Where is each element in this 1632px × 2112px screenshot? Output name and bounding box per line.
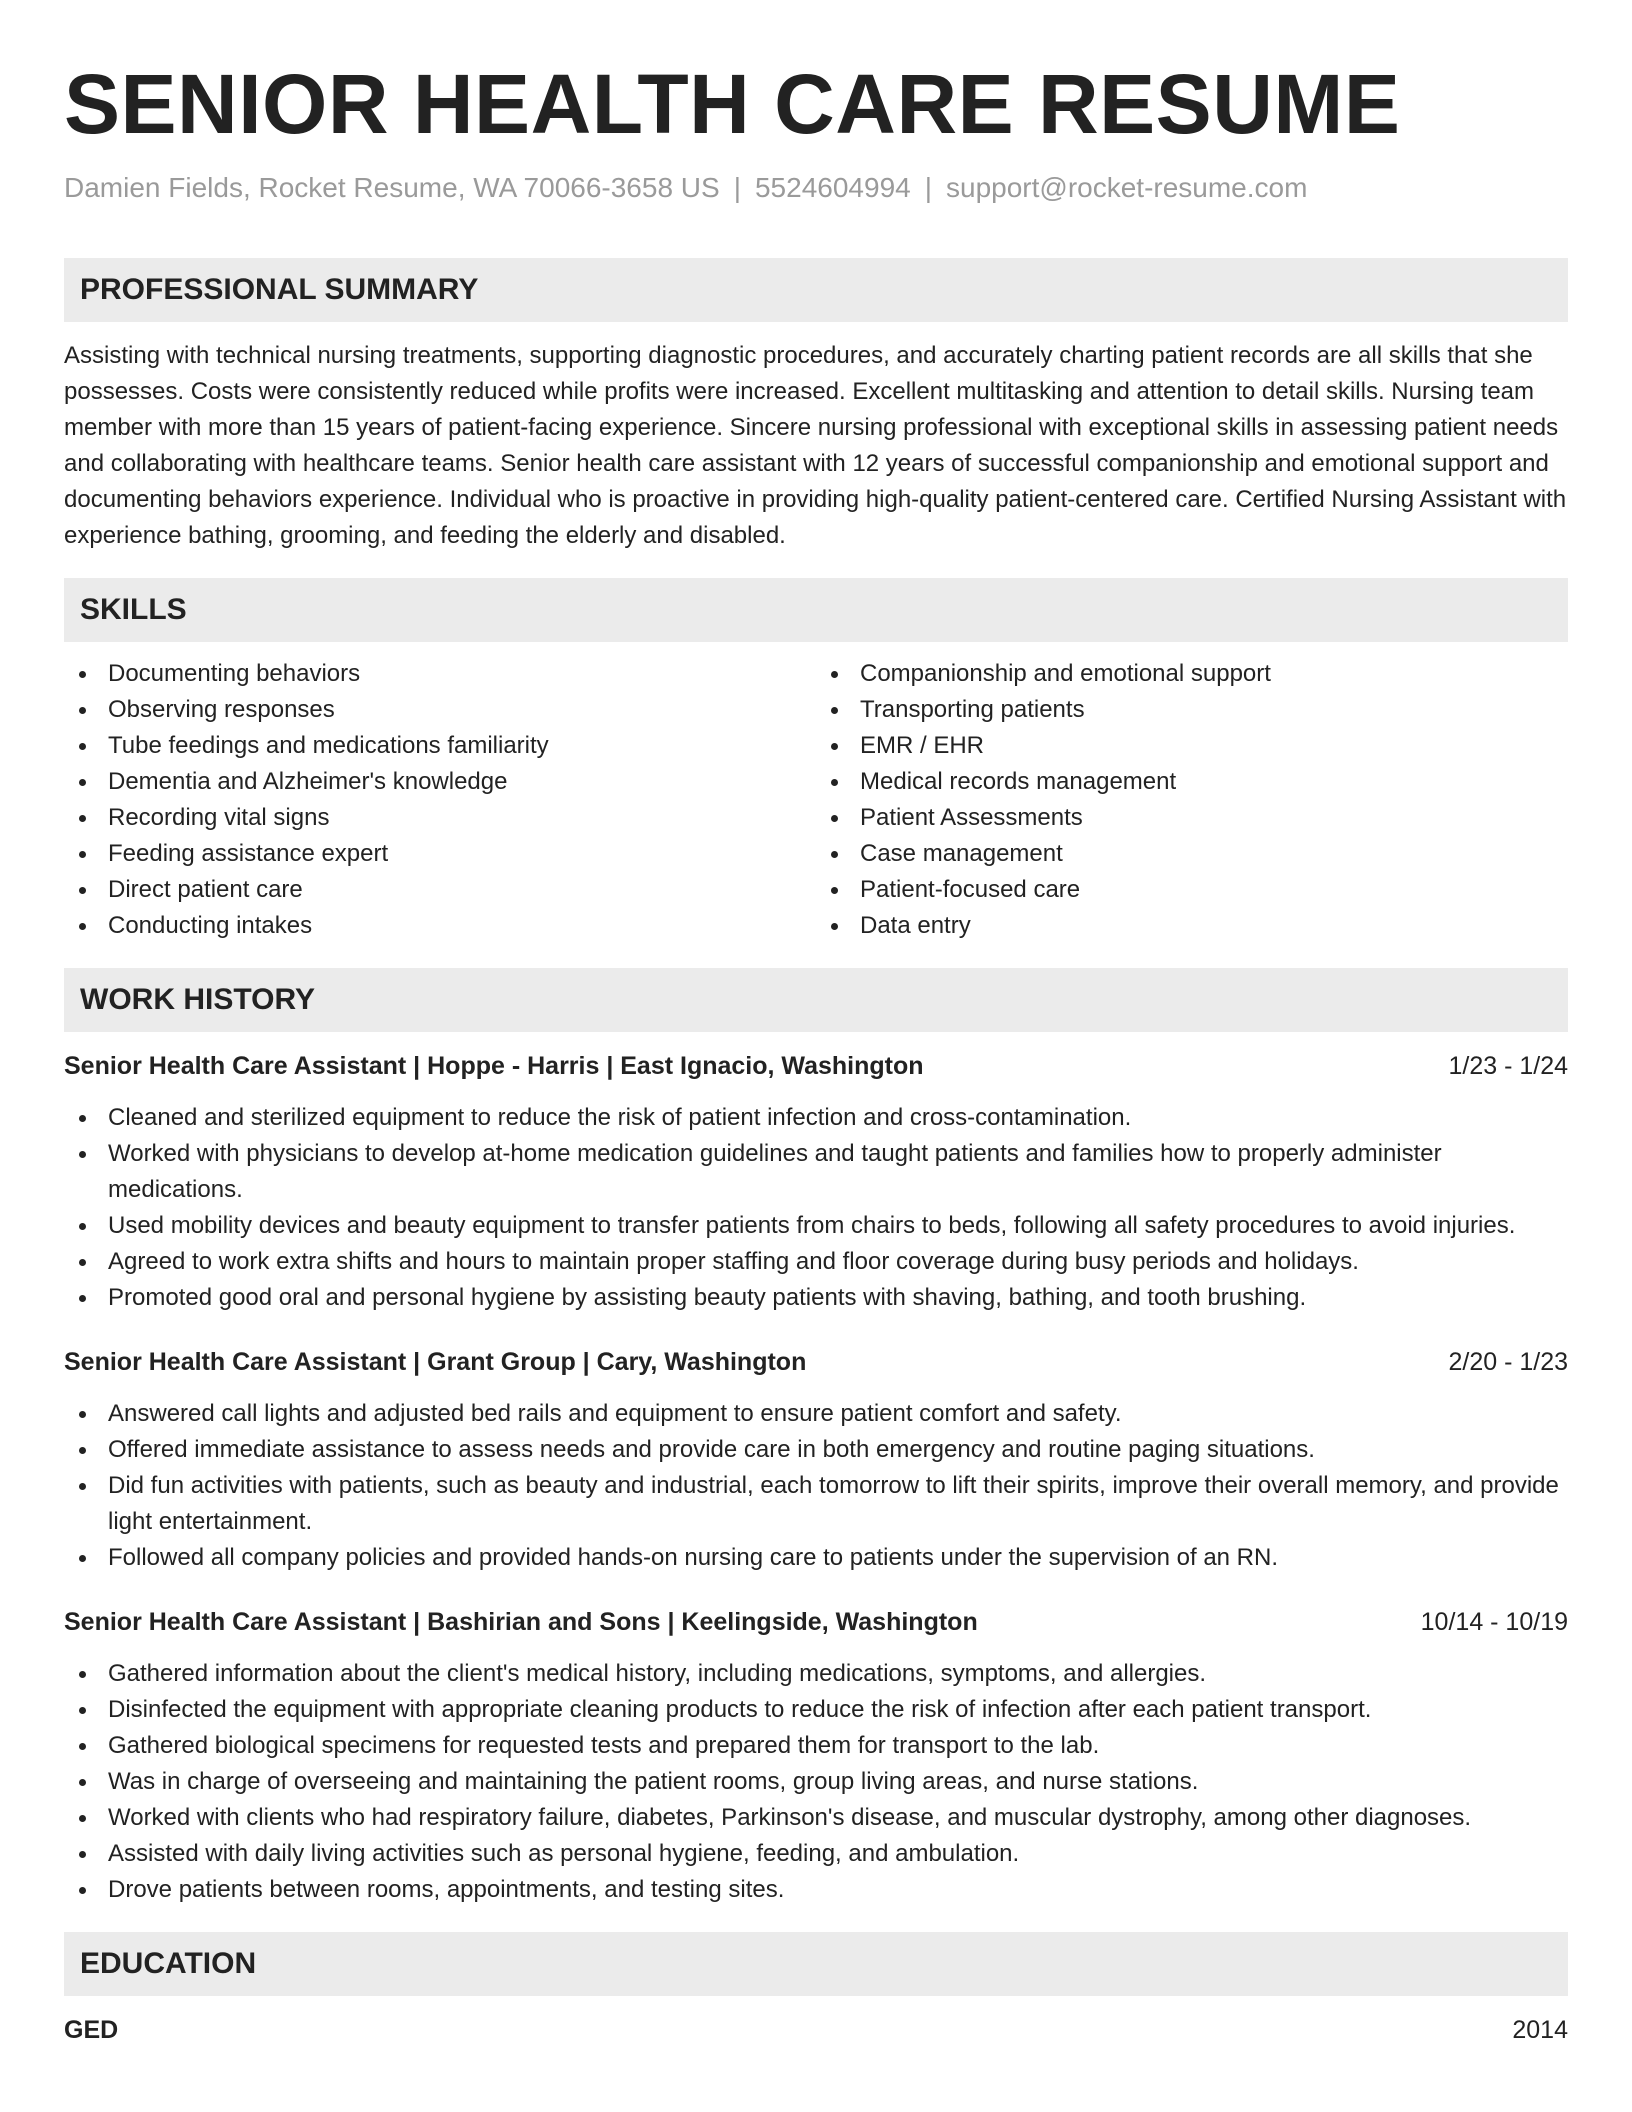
skill-item: Observing responses <box>64 692 816 728</box>
job-title: Senior Health Care Assistant | Bashirian and Sons | Keelingside, Washington <box>64 1608 978 1636</box>
skill-item: Dementia and Alzheimer's knowledge <box>64 764 816 800</box>
work-history-list <box>64 1048 1568 1908</box>
job-entry <box>64 1048 1568 1316</box>
skills-left-column <box>64 656 816 944</box>
contact-email[interactable]: support@rocket-resume.com <box>946 172 1308 203</box>
skill-item: Feeding assistance expert <box>64 836 816 872</box>
skills-right-column <box>816 656 1568 944</box>
job-bullet: Followed all company policies and provided hands-on nursing care to patients under the supervision of an RN. <box>64 1540 1568 1576</box>
job-title: Senior Health Care Assistant | Hoppe - Harris | East Ignacio, Washington <box>64 1052 924 1080</box>
skill-item: Tube feedings and medications familiarity <box>64 728 816 764</box>
job-dates: 10/14 - 10/19 <box>1420 1608 1568 1636</box>
education-year: 2014 <box>1512 2016 1568 2044</box>
skill-item: Documenting behaviors <box>64 656 816 692</box>
skill-item: EMR / EHR <box>816 728 1568 764</box>
section-header-summary: PROFESSIONAL SUMMARY <box>64 258 1568 322</box>
resume-title: SENIOR HEALTH CARE RESUME <box>64 57 1401 151</box>
job-bullets <box>64 1100 1568 1316</box>
skill-item: Case management <box>816 836 1568 872</box>
skill-item: Conducting intakes <box>64 908 816 944</box>
job-bullet: Drove patients between rooms, appointments, and testing sites. <box>64 1872 1568 1908</box>
skill-item: Data entry <box>816 908 1568 944</box>
job-bullet: Gathered biological specimens for requested tests and prepared them for transport to the lab. <box>64 1728 1568 1764</box>
job-header <box>64 1604 1568 1640</box>
contact-separator: | <box>733 172 741 203</box>
skills-grid <box>64 656 1568 944</box>
skill-item: Medical records management <box>816 764 1568 800</box>
skill-item: Patient Assessments <box>816 800 1568 836</box>
job-bullet: Assisted with daily living activities such as personal hygiene, feeding, and ambulation. <box>64 1836 1568 1872</box>
job-dates: 1/23 - 1/24 <box>1448 1052 1568 1080</box>
job-bullet: Worked with physicians to develop at-home medication guidelines and taught patients and families how to properly administer medications. <box>64 1136 1568 1208</box>
job-bullets <box>64 1656 1568 1908</box>
education-degree: GED <box>64 2016 119 2044</box>
skill-item: Transporting patients <box>816 692 1568 728</box>
contact-address: Damien Fields, Rocket Resume, WA 70066-3658 US <box>64 172 720 203</box>
job-bullets <box>64 1396 1568 1576</box>
skill-item: Direct patient care <box>64 872 816 908</box>
section-header-education: EDUCATION <box>64 1932 1568 1996</box>
job-header <box>64 1344 1568 1380</box>
skill-item: Patient-focused care <box>816 872 1568 908</box>
contact-separator: | <box>924 172 932 203</box>
job-bullet: Disinfected the equipment with appropriate cleaning products to reduce the risk of infection after each patient transport. <box>64 1692 1568 1728</box>
job-bullet: Worked with clients who had respiratory failure, diabetes, Parkinson's disease, and muscular dystrophy, among other diagnoses. <box>64 1800 1568 1836</box>
job-bullet: Promoted good oral and personal hygiene by assisting beauty patients with shaving, bathing, and tooth brushing. <box>64 1280 1568 1316</box>
job-entry <box>64 1604 1568 1908</box>
job-dates: 2/20 - 1/23 <box>1448 1348 1568 1376</box>
section-header-skills: SKILLS <box>64 578 1568 642</box>
job-bullet: Was in charge of overseeing and maintaining the patient rooms, group living areas, and nurse stations. <box>64 1764 1568 1800</box>
job-bullet: Offered immediate assistance to assess needs and provide care in both emergency and routine paging situations. <box>64 1432 1568 1468</box>
job-bullet: Answered call lights and adjusted bed rails and equipment to ensure patient comfort and safety. <box>64 1396 1568 1432</box>
job-bullet: Cleaned and sterilized equipment to reduce the risk of patient infection and cross-contamination. <box>64 1100 1568 1136</box>
job-bullet: Used mobility devices and beauty equipment to transfer patients from chairs to beds, following all safety procedures to avoid injuries. <box>64 1208 1568 1244</box>
job-bullet: Gathered information about the client's medical history, including medications, symptoms, and allergies. <box>64 1656 1568 1692</box>
skill-item: Recording vital signs <box>64 800 816 836</box>
contact-phone: 5524604994 <box>754 172 911 203</box>
job-bullet: Agreed to work extra shifts and hours to maintain proper staffing and floor coverage during busy periods and holidays. <box>64 1244 1568 1280</box>
job-entry <box>64 1344 1568 1576</box>
contact-line <box>64 170 1568 206</box>
summary-text: Assisting with technical nursing treatments, supporting diagnostic procedures, and accurately charting patient records are all skills that she possesses. Costs were consistently reduced while profits were increased. Excellent multitasking and attention to detail skills. Nursing team member with more than 15 years of patient-facing experience. Sincere nursing professional with exceptional skills in assessing patient needs and collaborating with healthcare teams. Senior health care assistant with 12 years of successful companionship and emotional support and documenting behaviors experience. Individual who is proactive in providing high-quality patient-centered care. Certified Nursing Assistant with experience bathing, grooming, and feeding the elderly and disabled. <box>64 342 1567 549</box>
education-entry <box>64 2012 1568 2048</box>
job-bullet: Did fun activities with patients, such as beauty and industrial, each tomorrow to lift their spirits, improve their overall memory, and provide light entertainment. <box>64 1468 1568 1540</box>
job-header <box>64 1048 1568 1084</box>
skill-item: Companionship and emotional support <box>816 656 1568 692</box>
section-header-work-history: WORK HISTORY <box>64 968 1568 1032</box>
job-title: Senior Health Care Assistant | Grant Group | Cary, Washington <box>64 1348 807 1376</box>
